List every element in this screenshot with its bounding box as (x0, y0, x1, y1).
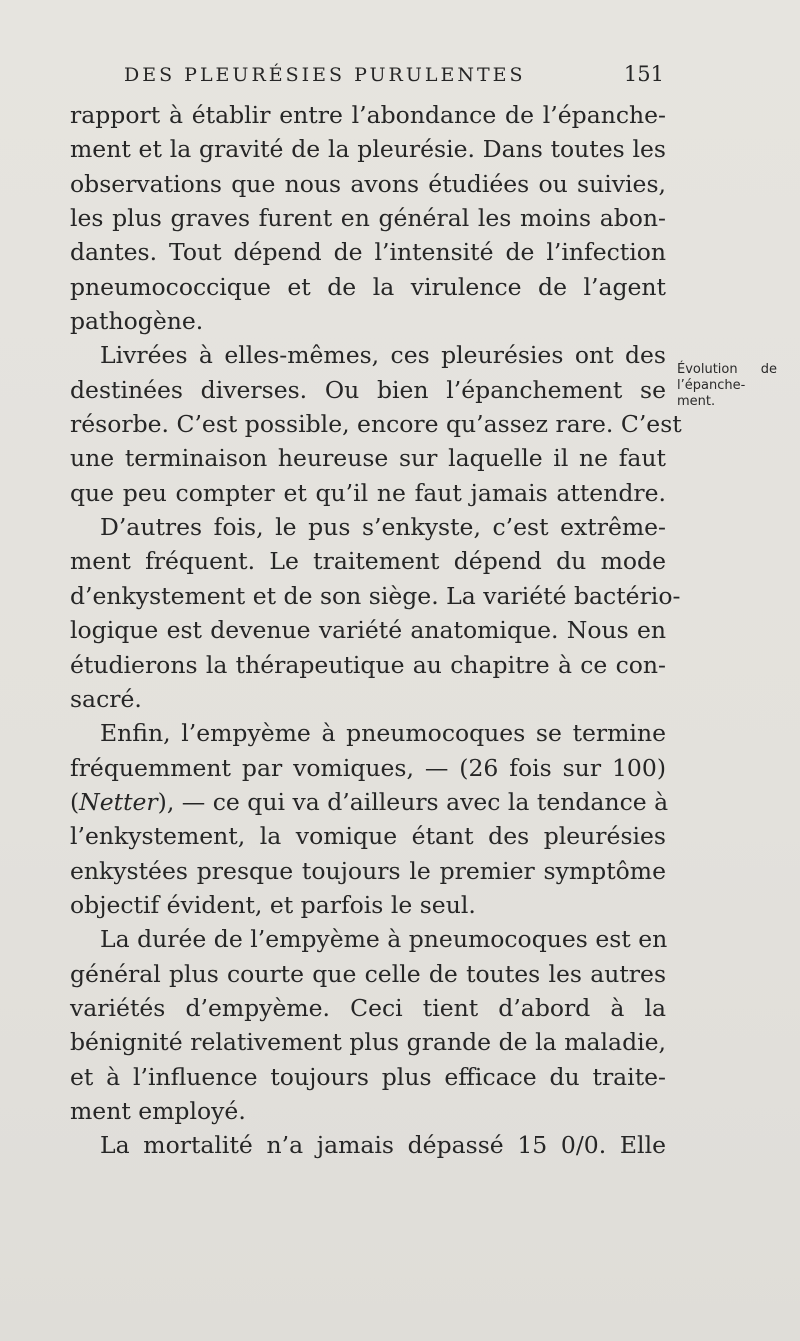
text-line: sacré. (70, 684, 142, 713)
text-line: une terminaison heureuse sur laquelle il ne faut (70, 444, 666, 473)
page-number: 151 (623, 62, 664, 86)
author-citation: Netter (79, 787, 158, 816)
text-fragment: ( (70, 787, 80, 816)
text-line: pathogène. (70, 307, 204, 336)
margin-note-line: Évolution de (677, 362, 777, 377)
text-line: l’enkystement, la vomique étant des pleurésies (70, 822, 666, 851)
text-line: et à l’influence toujours plus efficace du traite- (70, 1062, 666, 1091)
paragraph-start-line: La durée de l’empyème à pneumocoques est en (100, 925, 668, 954)
text-line: ment et la gravité de la pleurésie. Dans toutes les (70, 135, 666, 164)
text-line: étudierons la thérapeutique au chapitre à ce con- (70, 650, 666, 679)
text-line: fréquemment par vomiques, — (26 fois sur 100) (70, 753, 666, 782)
text-line: pneumococcique et de la virulence de l’agent (70, 272, 666, 301)
margin-note (677, 362, 777, 410)
text-line: d’enkystement et de son siège. La variété bactério- (70, 581, 681, 610)
text-line: objectif évident, et parfois le seul. (70, 890, 476, 919)
margin-note-line: l’épanche- (677, 378, 746, 393)
text-line: résorbe. C’est possible, encore qu’assez rare. C’est (70, 410, 682, 439)
text-line: rapport à établir entre l’abondance de l’épanche- (70, 101, 666, 129)
margin-note-line: ment. (677, 394, 716, 409)
paragraph-start-line: Livrées à elles-mêmes, ces pleurésies ont des (100, 341, 666, 370)
paragraph-start-line: Enfin, l’empyème à pneumocoques se termine (100, 719, 666, 748)
text-line: D’autres fois, le pus s’enkyste, c’est extrême- (100, 513, 666, 542)
text-line: destinées diverses. Ou bien l’épanchement se (70, 375, 666, 404)
text-line: général plus courte que celle de toutes les autres (70, 959, 666, 988)
text-line: observations que nous avons étudiées ou suivies, (70, 169, 666, 198)
text-line: ment employé. (70, 1096, 246, 1125)
text-line: dantes. Tout dépend de l’intensité de l’infection (70, 238, 666, 267)
running-title: DES PLEURÉSIES PURULENTES (124, 64, 526, 86)
text-line: les plus graves furent en général les moins abon- (70, 204, 666, 233)
text-line-with-citation (70, 785, 669, 819)
text-line: bénignité relativement plus grande de la maladie, (70, 1028, 666, 1057)
text-line: que peu compter et qu’il ne faut jamais attendre. (70, 478, 666, 507)
text-line: enkystées presque toujours le premier symptôme (70, 856, 666, 885)
text-line: ment fréquent. Le traitement dépend du mode (70, 547, 666, 576)
text-line: variétés d’empyème. Ceci tient d’abord à la (70, 993, 666, 1022)
text-fragment: ), — ce qui va d’ailleurs avec la tendance à (157, 787, 669, 816)
running-head (108, 58, 666, 88)
text-line: logique est devenue variété anatomique. Nous en (70, 616, 666, 645)
body-text (70, 98, 682, 1163)
paragraph-start-line: La mortalité n’a jamais dépassé 15 0/0. Elle (100, 1131, 666, 1160)
